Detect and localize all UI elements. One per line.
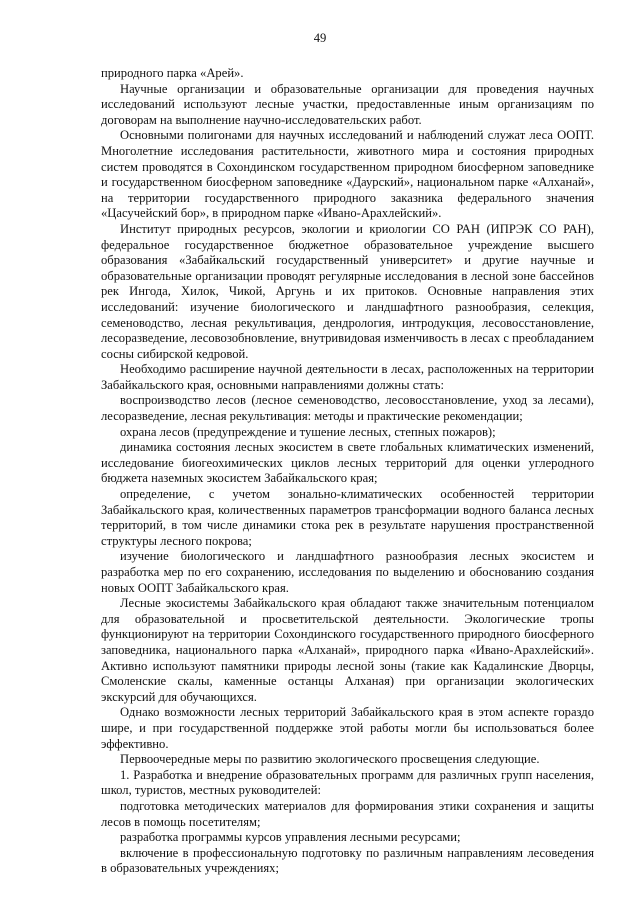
list-item: охрана лесов (предупреждение и тушение лесных, степных пожаров);: [120, 424, 496, 439]
list-item: изучение биологического и ландшафтного разнообразия лесных экосистем и разработка мер по его сохранению, исследования по выделению и обоснованию создания новых ООПТ Забайкальского края.: [101, 549, 594, 595]
paragraph: природного парка «Арей».: [101, 66, 244, 80]
paragraph: Основными полигонами для научных исследований и наблюдений служат леса ООПТ. Многолетние исследования растительности, животного мира и состояния природных систем проводятся в Сохондинском государственном природном биосферном заповеднике и государственном биосферном заповеднике «Даурский», национальном парке «Алханай», на территории государственного природного заказника федерального значения «Цасучейский бор», в природном парке «Ивано-Арахлейский».: [101, 128, 594, 221]
body-text: [101, 66, 594, 877]
page-number: 49: [313, 31, 327, 45]
paragraph: Однако возможности лесных территорий Забайкальского края в этом аспекте гораздо шире, и при государственной поддержке этой работы могли бы использоваться более эффективно.: [101, 705, 594, 751]
paragraph: Институт природных ресурсов, экологии и криологии СО РАН (ИПРЭК СО РАН), федеральное государственное бюджетное образовательное учреждение высшего образования «Забайкальский государственный университет» и другие научные и образовательные организации проводят регулярные исследования в лесной зоне бассейнов рек Ингода, Хилок, Чикой, Аргунь и их притоков. Основные направления этих исследований: изучение биологического и ландшафтного разнообразия, селекция, семеноводство, лесная рекультивация, дендрология, интродукция, лесовосстановление, лесоразведение, лесовозобновление, внутривидовая изменчивость в лесах с преобладанием сосны сибирской кедровой.: [101, 221, 594, 361]
list-item: воспроизводство лесов (лесное семеноводство, лесовосстановление, уход за лесами), лесоразведение, лесная рекультивация: методы и практические рекомендации;: [101, 393, 594, 424]
list-item: подготовка методических материалов для формирования этики сохранения и защиты лесов в помощь посетителям;: [101, 798, 594, 829]
paragraph: Необходимо расширение научной деятельности в лесах, расположенных на территории Забайкальского края, основными направлениями должны стать:: [101, 362, 594, 392]
paragraph: Научные организации и образовательные организации для проведения научных исследований используют лесные участки, предоставленные иным организациям по договорам на выполнение научно-исследовательских работ.: [101, 81, 594, 127]
paragraph: Лесные экосистемы Забайкальского края обладают также значительным потенциалом для образовательной и просветительской деятельности. Экологические тропы функционируют на территории Сохондинского государственного природного биосферного заповедника, национального парка «Алханай», природного парка «Ивано-Арахлейский». Активно используют памятники природы лесной зоны (такие как Кадалинские Дворцы, Смоленские скалы, каменные останцы Алханая) при организации экологических экскурсий для обучающихся.: [101, 596, 594, 704]
paragraph: Первоочередные меры по развитию экологического просвещения следующие.: [120, 752, 540, 767]
list-item: динамика состояния лесных экосистем в свете глобальных климатических изменений, исследование биогеохимических циклов лесных территорий для оценки углеродного бюджета наземных экосистем Забайкальского края;: [101, 440, 594, 486]
list-item: разработка программы курсов управления лесными ресурсами;: [120, 830, 461, 845]
list-item: определение, с учетом зонально-климатических особенностей территории Забайкальского края, количественных параметров трансформации водного баланса лесных территорий, в том числе динамики стока рек в результате нарушения пространственной структуры лесного покрова;: [101, 487, 594, 548]
list-item: включение в профессиональную подготовку по различным направлениям лесоведения в образовательных учреждениях;: [101, 845, 594, 876]
paragraph: 1. Разработка и внедрение образовательных программ для различных групп населения, школ, туристов, местных руководителей:: [101, 767, 594, 798]
